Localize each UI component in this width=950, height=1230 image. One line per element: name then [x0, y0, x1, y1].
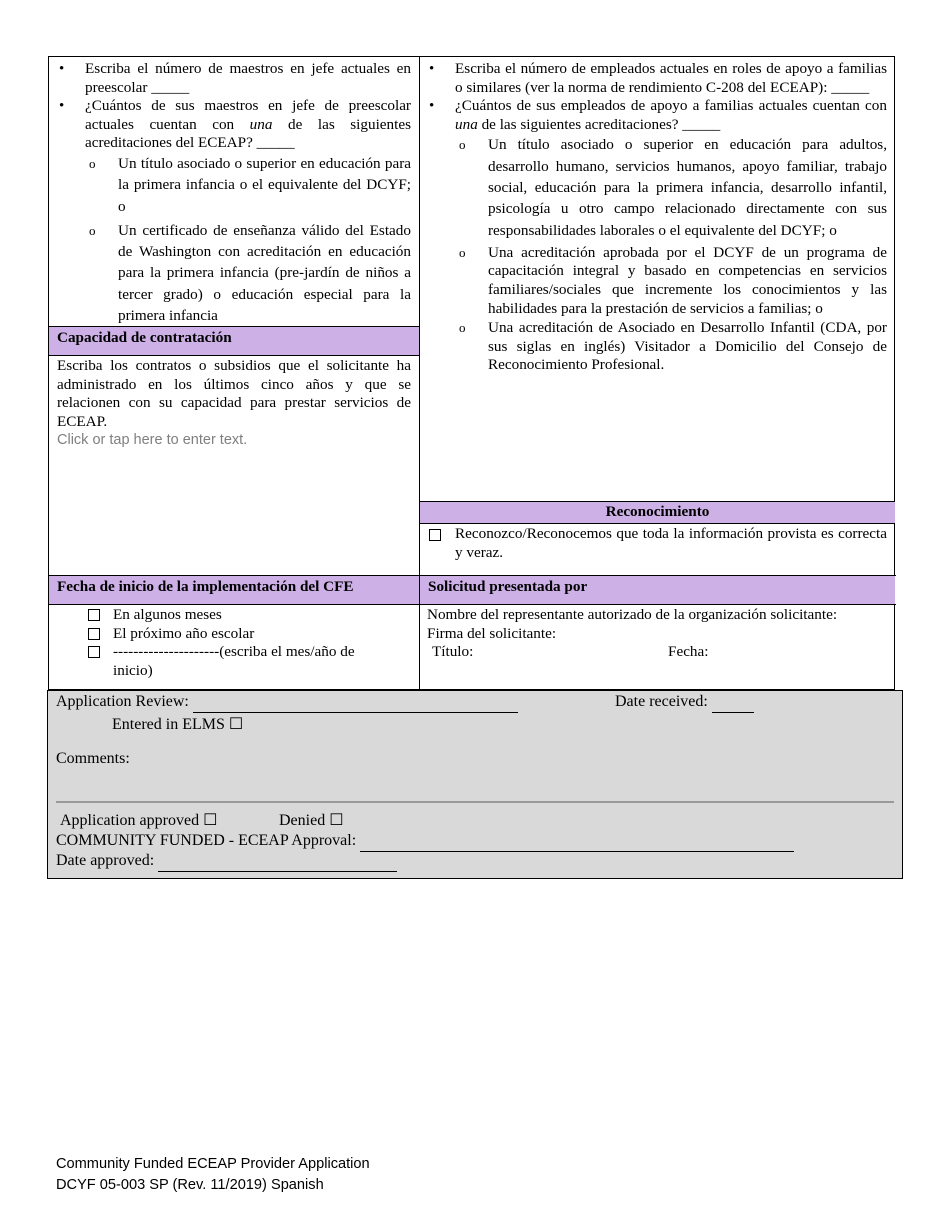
contracting-cell [57, 357, 411, 450]
date-received-row: Date received: [615, 692, 754, 713]
contracting-input[interactable]: Click or tap here to enter text. [57, 432, 248, 449]
credential-option: o Un certificado de enseñanza válido del Estado de Washington con acreditación en educación para la primera infancia (pre-jardín de niños a tercer grado) o educación especial para la primera infancia [85, 220, 411, 326]
form-table [48, 56, 895, 690]
checkbox[interactable] [88, 646, 100, 658]
acknowledgement-cell: Reconozco/Reconocemos que toda la información provista es correcta y veraz. [427, 525, 887, 562]
comments-divider [56, 801, 894, 803]
contracting-header: Capacidad de contratación [49, 327, 419, 355]
comments-label: Comments: [56, 750, 130, 767]
credential-option: o Un título asociado o superior en educación para la primera infancia o el equivalente del DCYF; o [85, 153, 411, 217]
entered-elms-checkbox[interactable]: ☐ [228, 716, 244, 733]
start-option-custom[interactable]: ---------------------(escriba el mes/año de inicio) [87, 643, 387, 680]
approved-checkbox[interactable]: ☐ [203, 812, 218, 829]
eceap-approval-row: COMMUNITY FUNDED - ECEAP Approval: [56, 831, 794, 852]
eceap-approval-field[interactable] [360, 831, 794, 852]
entered-elms-row: Entered in ELMS ☐ [112, 716, 244, 733]
start-option-next-year[interactable]: El próximo año escolar [87, 625, 387, 644]
family-support-count-item: • Escriba el número de empleados actuales en roles de apoyo a familias o similares (ver la norma de rendimiento C-208 del ECEAP): _____ [427, 60, 887, 97]
lead-teachers-credentials-item: • ¿Cuántos de sus maestros en jefe de preescolar actuales cuentan con una de las siguientes acreditaciones del ECEAP? _____ [57, 97, 411, 153]
denied-checkbox[interactable]: ☐ [329, 812, 344, 829]
application-review-row: Application Review: [56, 692, 518, 713]
checkbox[interactable] [88, 609, 100, 621]
contracting-instructions: Escriba los contratos o subsidios que el solicitante ha administrado en los últimos cinco años y que se relacionen con su capacidad para prestar servicios de ECEAP. [57, 357, 411, 430]
form-name: Community Funded ECEAP Provider Application [56, 1156, 370, 1172]
start-option-months[interactable]: En algunos meses [87, 606, 387, 625]
representative-name-label: Nombre del representante autorizado de la organización solicitante: [427, 606, 838, 623]
family-support-credentials-item: • ¿Cuántos de sus empleados de apoyo a familias actuales cuentan con una de las siguientes acreditaciones? _____ [427, 97, 887, 134]
approved-row: Application approved ☐ [60, 812, 218, 829]
office-review-box [47, 690, 903, 879]
start-date-options [87, 606, 387, 680]
date-approved-field[interactable] [158, 851, 397, 872]
denied-row: Denied ☐ [279, 812, 344, 829]
family-support-cell [427, 60, 887, 375]
date-received-field[interactable] [712, 692, 754, 713]
signature-label: Firma del solicitante: [427, 624, 557, 642]
form-number: DCYF 05-003 SP (Rev. 11/2019) Spanish [56, 1177, 324, 1193]
submitted-by-cell [427, 606, 887, 662]
acknowledgement-header: Reconocimiento [420, 502, 895, 523]
page-footer [56, 1154, 370, 1196]
lead-teachers-cell [57, 60, 411, 326]
checkbox[interactable] [88, 628, 100, 640]
start-date-header: Fecha de inicio de la implementación del CFE [49, 576, 419, 604]
credential-option: o Una acreditación de Asociado en Desarrollo Infantil (CDA, por sus siglas en inglés) Visitador a Domicilio del Consejo de Reconocimiento Profesional. [455, 319, 887, 375]
title-label: Título: [432, 643, 474, 661]
date-label: Fecha: [668, 643, 709, 661]
submitted-by-header: Solicitud presentada por [420, 576, 895, 604]
application-review-field[interactable] [193, 692, 518, 713]
lead-teachers-count-item: • Escriba el número de maestros en jefe actuales en preescolar _____ [57, 60, 411, 97]
date-approved-row: Date approved: [56, 851, 397, 872]
acknowledgement-checkbox[interactable] [429, 529, 441, 541]
credential-option: o Un título asociado o superior en educación para adultos, desarrollo humano, servicios humanos, apoyo familiar, trabajo social, educación para la primera infancia, desarrollo infantil, psicología u otro campo relacionado directamente con sus responsabilidades laborales o el equivalente del DCYF; o [455, 134, 887, 240]
credential-option: o Una acreditación aprobada por el DCYF de un programa de capacitación integral y basado en competencias en servicios familiares/sociales que incremente los conocimientos y las habilidades para la prestación de servicios a familias; o [455, 244, 887, 318]
